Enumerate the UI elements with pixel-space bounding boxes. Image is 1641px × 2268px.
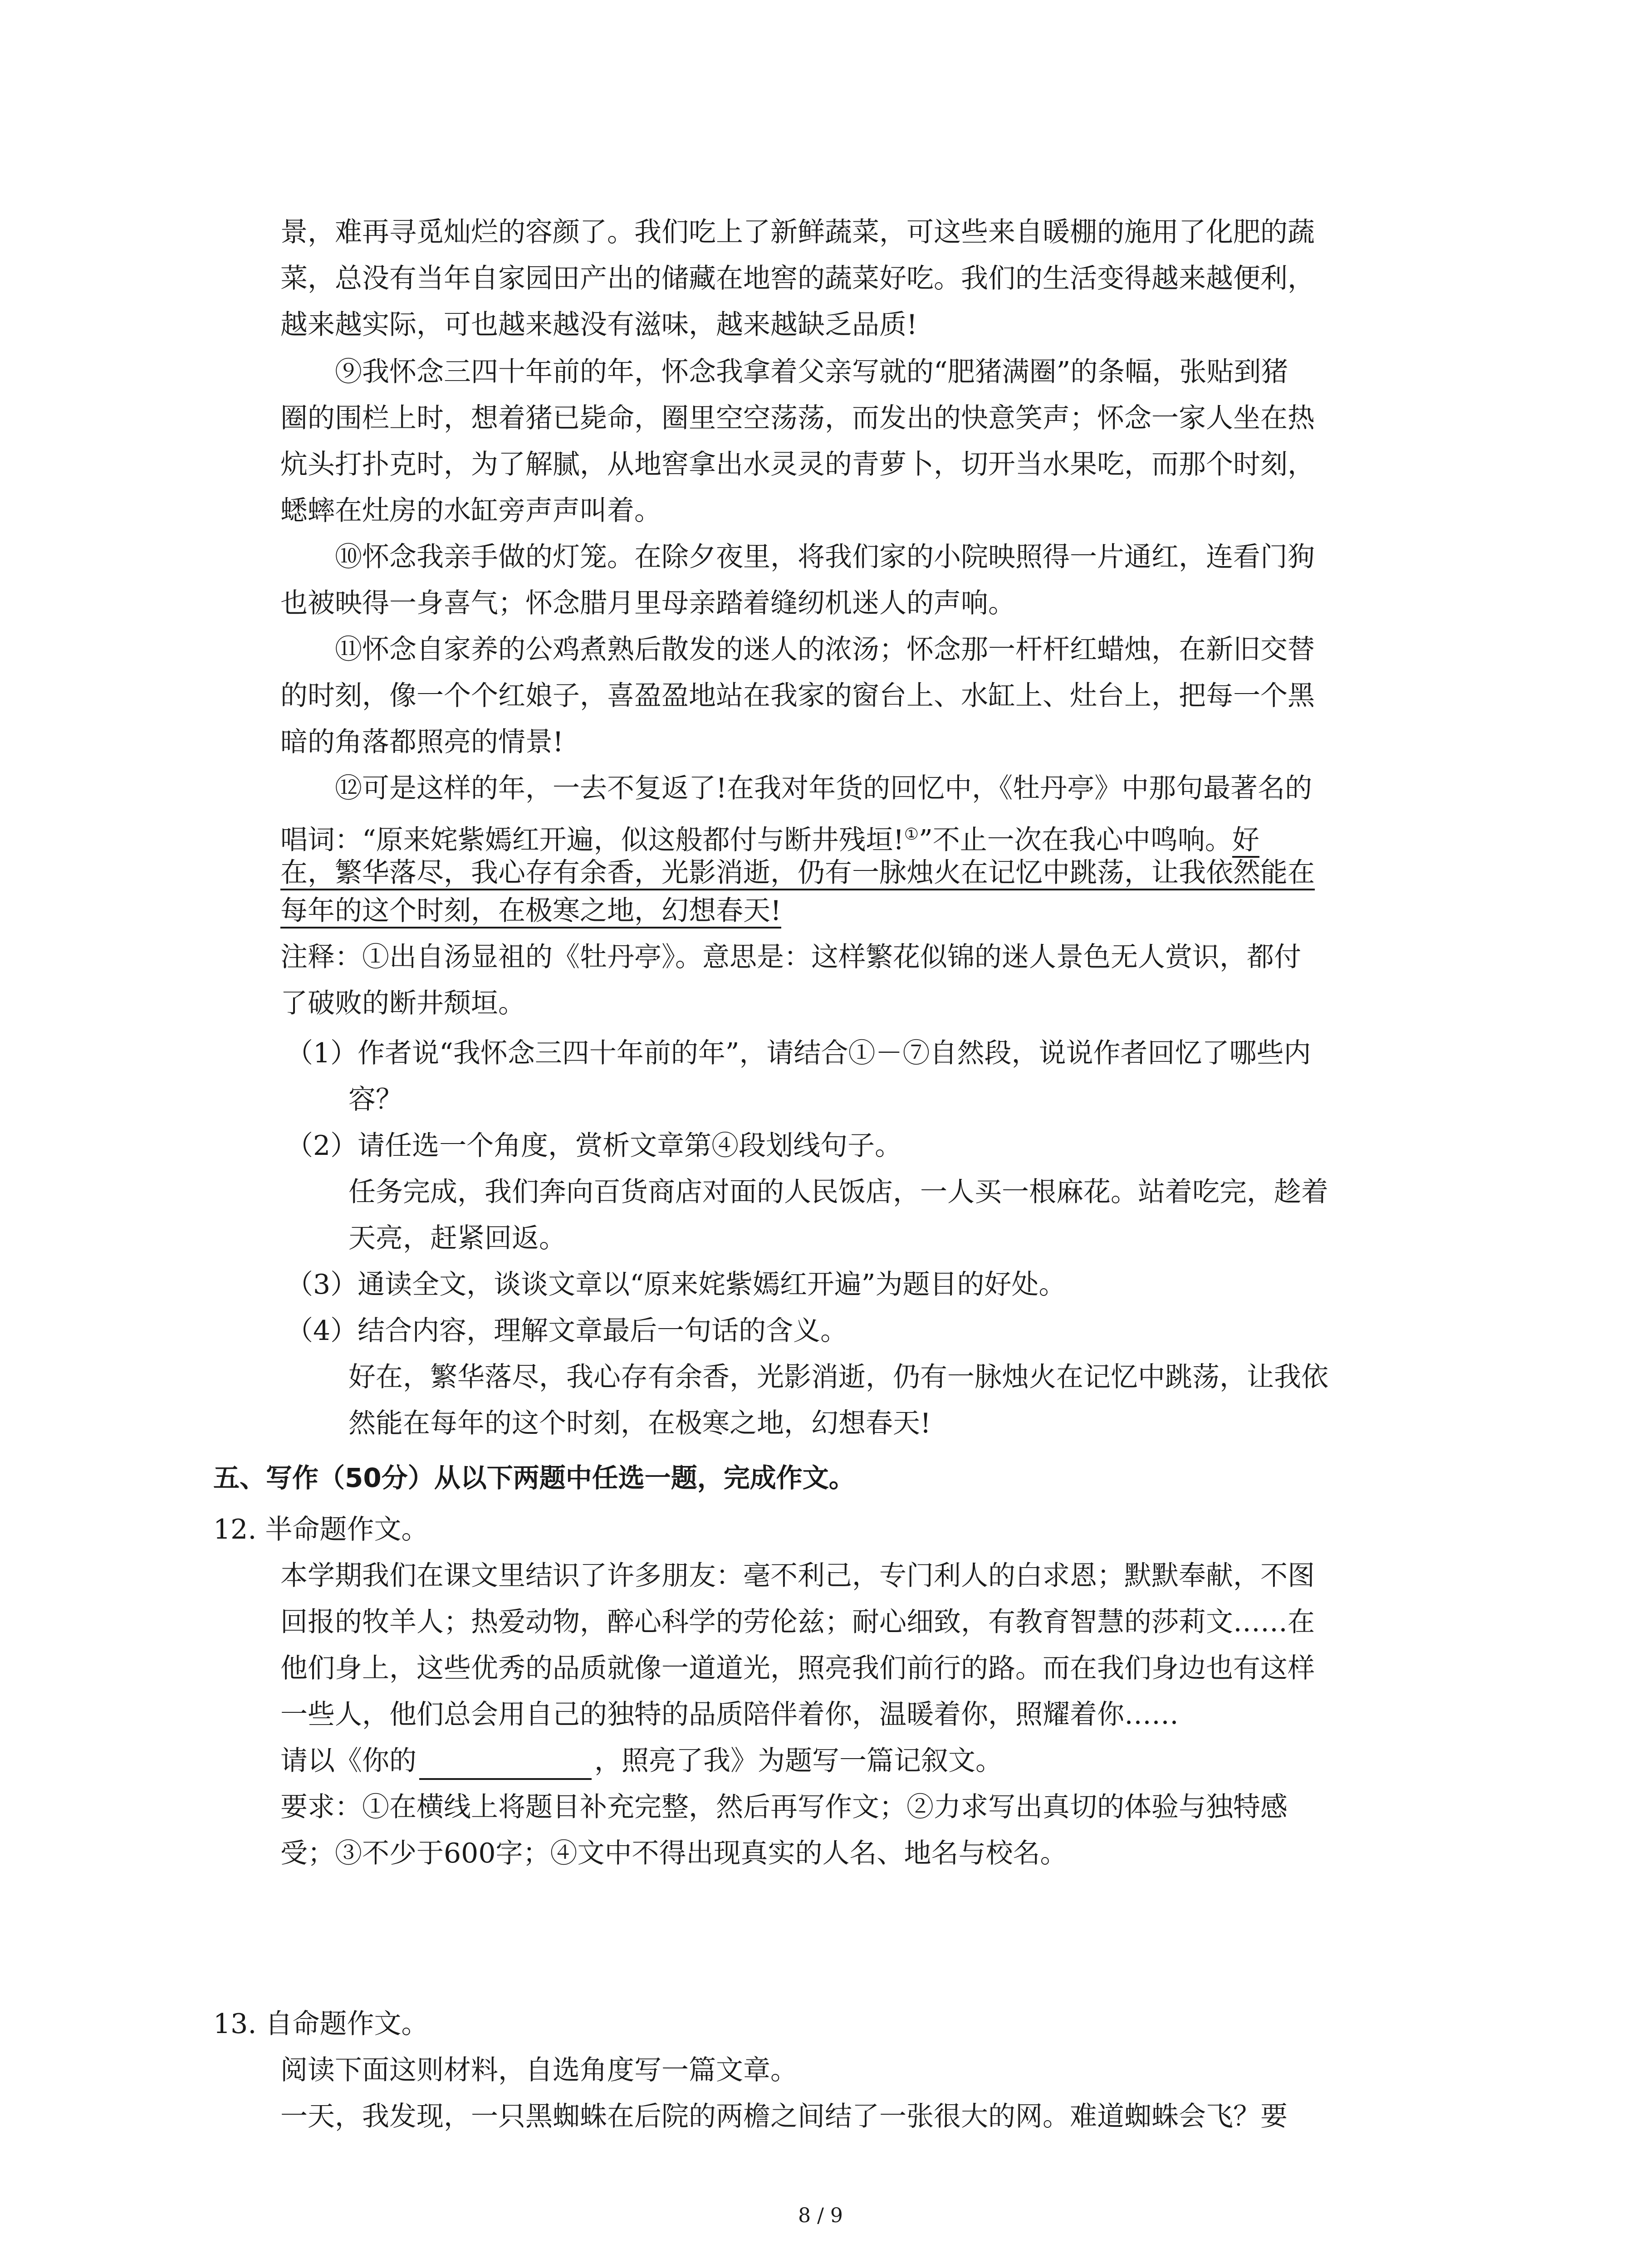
- text-line: 圈的围栏上时，想着猪已毙命，圈里空空荡荡，而发出的快意笑声；怀念一家人坐在热: [280, 402, 1315, 434]
- text-line: ⑩怀念我亲手做的灯笼。在除夕夜里，将我们家的小院映照得一片通红，连看门狗: [335, 541, 1315, 573]
- underlined-text: 每年的这个时刻，在极寒之地，幻想春天!: [280, 895, 781, 929]
- section-heading: 五、写作（50分）从以下两题中任选一题，完成作文。: [213, 1462, 855, 1493]
- question-2: （2）请任选一个角度，赏析文章第④段划线句子。: [286, 1130, 902, 1162]
- text-span: 请以《你的: [280, 1745, 416, 1777]
- footnote: 注释：①出自汤显祖的《牡丹亭》。意思是：这样繁花似锦的迷人景色无人赏识，都付: [280, 941, 1301, 973]
- text-span: 唱词：“原来姹紫嫣红开遍，似这般都付与断井残垣!: [280, 824, 904, 856]
- text-line: 景，难再寻觅灿烂的容颜了。我们吃上了新鲜蔬菜，可这些来自暖棚的施用了化肥的蔬: [280, 216, 1315, 248]
- text-line: ⑨我怀念三四十年前的年，怀念我拿着父亲写就的“肥猪满圈”的条幅，张贴到猪: [335, 356, 1288, 388]
- text-line: 蟋蟀在灶房的水缸旁声声叫着。: [280, 495, 661, 527]
- text-line: 要求：①在横线上将题目补充完整，然后再写作文；②力求写出真切的体验与独特感: [280, 1791, 1288, 1823]
- text-line: ⑪怀念自家养的公鸡煮熟后散发的迷人的浓汤；怀念那一杆杆红蜡烛，在新旧交替: [335, 634, 1315, 665]
- text-span: ”不止一次在我心中鸣响。: [919, 824, 1232, 856]
- question-1-cont: 容？: [348, 1084, 403, 1115]
- quote-line: 好在，繁华落尽，我心存有余香，光影消逝，仍有一脉烛火在记忆中跳荡，让我依: [348, 1361, 1328, 1393]
- text-line: [280, 1742, 1003, 1780]
- quote-line: 任务完成，我们奔向百货商店对面的人民饭店，一人买一根麻花。站着吃完，趁着: [348, 1176, 1328, 1208]
- text-line: 菜，总没有当年自家园田产出的储藏在地窖的蔬菜好吃。我们的生活变得越来越便利，: [280, 263, 1315, 294]
- text-line: 一天，我发现，一只黑蜘蛛在后院的两檐之间结了一张很大的网。难道蜘蛛会飞？要: [280, 2101, 1288, 2132]
- quote-line: 天亮，赶紧回返。: [348, 1222, 566, 1254]
- footnote: 了破败的断井颓垣。: [280, 987, 525, 1019]
- text-line: ⑫可是这样的年，一去不复返了!在我对年货的回忆中，《牡丹亭》中那句最著名的: [335, 772, 1313, 804]
- text-span: ，照亮了我》为题写一篇记叙文。: [594, 1745, 1003, 1777]
- text-line: 越来越实际，可也越来越没有滋味，越来越缺乏品质!: [280, 309, 918, 341]
- text-line: 阅读下面这则材料，自选角度写一篇文章。: [280, 2054, 798, 2086]
- question-3: （3）通读全文，谈谈文章以“原来姹紫嫣红开遍”为题目的好处。: [286, 1269, 1066, 1300]
- text-line: 也被映得一身喜气；怀念腊月里母亲踏着缝纫机迷人的声响。: [280, 587, 1015, 619]
- text-line: 受；③不少于600字；④文中不得出现真实的人名、地名与校名。: [280, 1838, 1068, 1869]
- text-line: 一些人，他们总会用自己的独特的品质陪伴着你，温暖着你，照耀着你……: [280, 1699, 1179, 1730]
- text-line: 暗的角落都照亮的情景!: [280, 726, 564, 758]
- text-line: [280, 816, 1259, 859]
- text-line: 本学期我们在课文里结识了许多朋友：毫不利己，专门利人的白求恩；默默奉献，不图: [280, 1560, 1315, 1592]
- question-1: （1）作者说“我怀念三四十年前的年”，请结合①－⑦自然段，说说作者回忆了哪些内: [286, 1037, 1311, 1069]
- quote-line: 然能在每年的这个时刻，在极寒之地，幻想春天!: [348, 1408, 931, 1439]
- underlined-text: 在，繁华落尽，我心存有余香，光影消逝，仍有一脉烛火在记忆中跳荡，让我依然能在: [280, 857, 1315, 890]
- question-13-title: 13. 自命题作文。: [213, 2008, 429, 2040]
- text-line: 回报的牧羊人；热爱动物，醉心科学的劳伦兹；耐心细致，有教育智慧的莎莉文……在: [280, 1606, 1315, 1638]
- question-12-title: 12. 半命题作文。: [213, 1514, 429, 1545]
- question-4: （4）结合内容，理解文章最后一句话的含义。: [286, 1315, 848, 1347]
- fill-in-blank[interactable]: [419, 1752, 592, 1780]
- text-line: 的时刻，像一个个红娘子，喜盈盈地站在我家的窗台上、水缸上、灶台上，把每一个黑: [280, 680, 1315, 712]
- underlined-text: 好: [1232, 824, 1259, 858]
- text-line: 他们身上，这些优秀的品质就像一道道光，照亮我们前行的路。而在我们身边也有这样: [280, 1652, 1315, 1684]
- text-line: [280, 892, 781, 930]
- page-number: 8 / 9: [798, 2204, 843, 2227]
- text-line: 炕头打扑克时，为了解腻，从地窖拿出水灵灵的青萝卜，切开当水果吃，而那个时刻，: [280, 449, 1315, 480]
- footnote-marker: ①: [904, 825, 919, 844]
- text-line: [280, 854, 1315, 892]
